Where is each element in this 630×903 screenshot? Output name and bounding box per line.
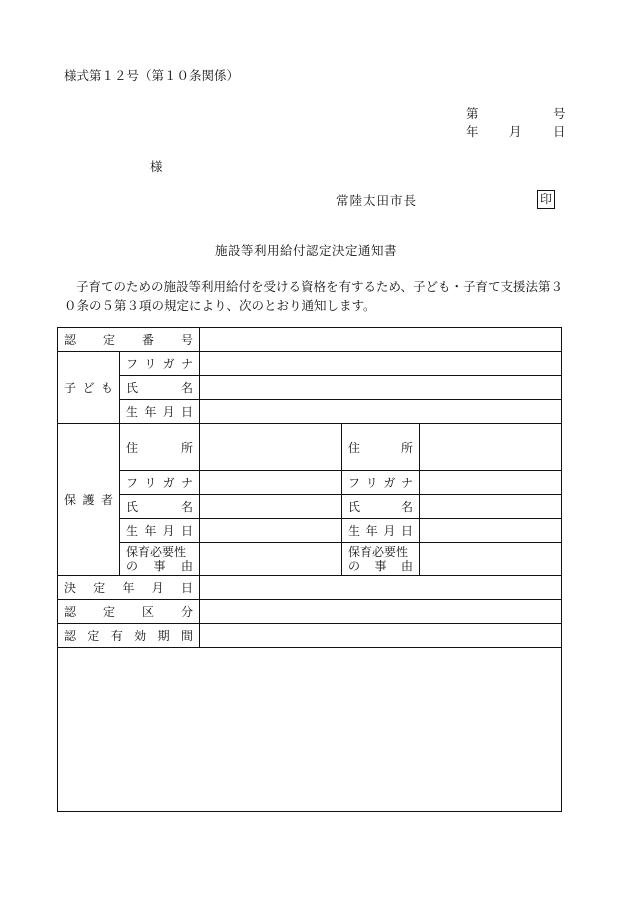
- value-cert-number[interactable]: [200, 328, 562, 352]
- label-validity: 認 定 有 効 期 間: [58, 624, 200, 648]
- label-guardian-address-1: 住 所: [120, 424, 200, 471]
- label-child-furigana: フ リ ガ ナ: [120, 352, 200, 376]
- label-guardian-address-2: 住 所: [342, 424, 420, 471]
- document-title: 施設等利用給付認定決定通知書: [215, 243, 398, 258]
- row-guardian-name: [58, 495, 562, 519]
- value-guardian-birth-1[interactable]: [200, 519, 342, 543]
- value-guardian-address-2[interactable]: [420, 424, 562, 471]
- label-child-group: 子 ど も: [58, 352, 120, 424]
- body-paragraph: 子育てのための施設等利用給付を受ける資格を有するため、子ども・子育て支援法第３０条の５第３項の規定により、次のとおり通知します。: [64, 279, 564, 313]
- form-number: 様式第１２号（第１０条関係）: [64, 68, 240, 83]
- row-child-furigana: [58, 352, 562, 376]
- label-child-birth: 生 年 月 日: [120, 400, 200, 424]
- row-cert-number: [58, 328, 562, 352]
- remarks-area[interactable]: [58, 648, 562, 812]
- row-validity: [58, 624, 562, 648]
- row-guardian-birth: [58, 519, 562, 543]
- label-decision-date: 決 定 年 月 日: [58, 576, 200, 600]
- value-guardian-furigana-2[interactable]: [420, 471, 562, 495]
- label-guardian-group: 保 護 者: [58, 424, 120, 576]
- certification-table: [57, 327, 562, 812]
- label-guardian-need-1: 保育必要性 の 事 由: [120, 543, 200, 576]
- value-cert-class[interactable]: [200, 600, 562, 624]
- row-guardian-furigana: [58, 471, 562, 495]
- doc-number-suffix: 号: [553, 106, 566, 121]
- row-cert-class: [58, 600, 562, 624]
- value-decision-date[interactable]: [200, 576, 562, 600]
- label-guardian-name-2: 氏 名: [342, 495, 420, 519]
- body-text: [64, 277, 569, 315]
- value-child-name[interactable]: [200, 376, 562, 400]
- seal-mark: 印: [537, 190, 555, 209]
- label-guardian-furigana-1: フ リ ガ ナ: [120, 471, 200, 495]
- value-guardian-name-2[interactable]: [420, 495, 562, 519]
- value-validity[interactable]: [200, 624, 562, 648]
- value-guardian-furigana-1[interactable]: [200, 471, 342, 495]
- issuer: 常陸太田市長: [336, 193, 418, 208]
- value-guardian-need-1[interactable]: [200, 543, 342, 576]
- row-child-birth: [58, 400, 562, 424]
- value-guardian-need-2[interactable]: [420, 543, 562, 576]
- label-guardian-furigana-2: フ リ ガ ナ: [342, 471, 420, 495]
- value-guardian-name-1[interactable]: [200, 495, 342, 519]
- row-decision-date: [58, 576, 562, 600]
- label-guardian-name-1: 氏 名: [120, 495, 200, 519]
- row-child-name: [58, 376, 562, 400]
- value-guardian-address-1[interactable]: [200, 424, 342, 471]
- label-guardian-birth-1: 生 年 月 日: [120, 519, 200, 543]
- value-guardian-birth-2[interactable]: [420, 519, 562, 543]
- label-child-name: 氏 名: [120, 376, 200, 400]
- date-day: 日: [553, 124, 566, 139]
- row-guardian-address: [58, 424, 562, 471]
- value-child-birth[interactable]: [200, 400, 562, 424]
- date-month: 月: [509, 124, 522, 139]
- label-guardian-birth-2: 生 年 月 日: [342, 519, 420, 543]
- label-cert-class: 認 定 区 分: [58, 600, 200, 624]
- label-guardian-need-2: 保育必要性 の 事 由: [342, 543, 420, 576]
- row-remarks: [58, 648, 562, 812]
- value-child-furigana[interactable]: [200, 352, 562, 376]
- date-year: 年: [466, 124, 479, 139]
- label-cert-number: 認 定 番 号: [58, 328, 200, 352]
- doc-number-prefix: 第: [466, 106, 479, 121]
- row-guardian-need: [58, 543, 562, 576]
- addressee-suffix: 様: [150, 159, 163, 174]
